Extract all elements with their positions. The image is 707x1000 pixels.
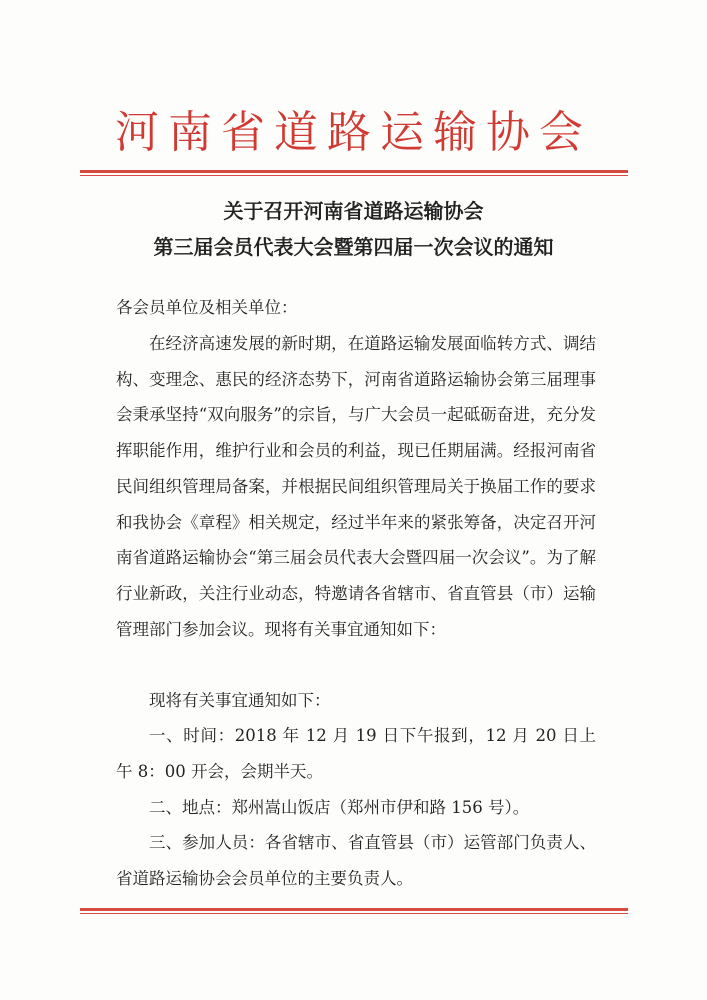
paragraph-time: 一、时间：2018 年 12 月 19 日下午报到，12 月 20 日上午 8：00 开会，会期半天。: [116, 726, 596, 781]
paragraph-location: 二、地点：郑州嵩山饭店（郑州市伊和路 156 号）。: [149, 798, 530, 817]
paragraph-background: 在经济高速发展的新时期，在道路运输发展面临转方式、调结构、变理念、惠民的经济态势下，河南省道路运输协会第三届理事会秉承坚持“双向服务”的宗旨，与广大会员一起砥砺奋进，充分发挥职能作用，维护行业和会员的利益，现已任期届满。经报河南省民间组织管理局备案，并根据民间组织管理局关于换届工作的要求和我协会《章程》相关规定，经过半年来的紧张筹备，决定召开河南省道路运输协会“第三届会员代表大会暨四届一次会议”。为了解行业新政，关注行业动态，特邀请各省辖市、省直管县（市）运输管理部门参加会议。现将有关事宜通知如下：: [116, 334, 596, 639]
paragraph-intro: 现将有关事宜通知如下：: [149, 691, 331, 710]
organization-title: 河南省道路运输协会: [115, 107, 592, 158]
salutation: 各会员单位及相关单位：: [116, 298, 298, 317]
footer-divider: [80, 908, 628, 914]
notice-title-line-1: 关于召开河南省道路运输协会: [223, 199, 484, 223]
header-divider: [80, 170, 628, 176]
notice-title-line-2: 第三届会员代表大会暨第四届一次会议的通知: [153, 235, 554, 259]
paragraph-attendees: 三、参加人员：各省辖市、省直管县（市）运管部门负责人、省道路运输协会会员单位的主要负责人。: [116, 833, 596, 888]
